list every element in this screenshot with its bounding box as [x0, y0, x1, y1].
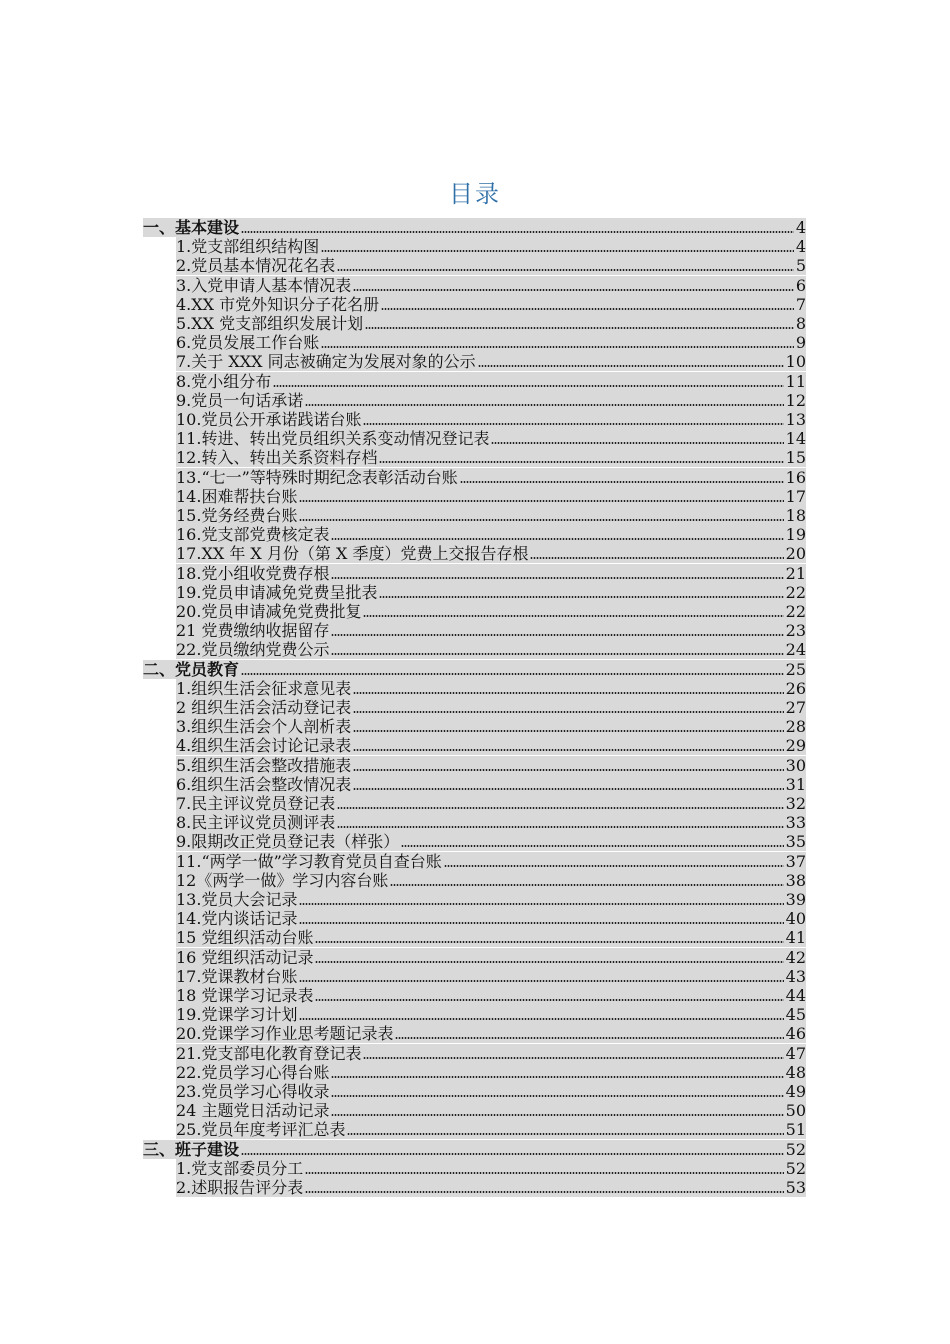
toc-dot-leader: [299, 903, 783, 905]
toc-entry-label: 11.“两学一做”学习教育党员自查台账: [176, 851, 442, 871]
toc-page-number: 51: [785, 1120, 806, 1140]
toc-entry-label: 21.党支部电化教育登记表: [176, 1043, 362, 1063]
toc-entry-label: 14.党内谈话记录: [176, 909, 298, 929]
toc-entry-label: 15.党务经费台账: [176, 506, 298, 525]
toc-entry[interactable]: [176, 948, 806, 967]
toc-section-entry[interactable]: [143, 660, 806, 679]
toc-entry-label: 4.XX 市党外知识分子花名册: [176, 294, 380, 314]
toc-page-number: 14: [785, 429, 806, 449]
toc-entry-label: 14.困难帮扶台账: [176, 486, 298, 506]
toc-entry-label: 2.党员基本情况花名表: [176, 256, 336, 276]
toc-page-number: 5: [795, 256, 806, 276]
toc-entry-label: 8.党小组分布: [176, 371, 272, 391]
toc-page-number: 7: [795, 294, 806, 314]
toc-page-number: 41: [785, 928, 806, 948]
toc-entry-label: 二、党员教育: [143, 659, 240, 679]
toc-dot-leader: [395, 1037, 783, 1039]
toc-page-number: 8: [795, 314, 806, 333]
toc-dot-leader: [299, 519, 783, 521]
toc-entry[interactable]: [176, 602, 806, 621]
toc-section-entry[interactable]: [143, 1140, 806, 1159]
toc-page-number: 53: [785, 1178, 806, 1197]
toc-entry[interactable]: [176, 1159, 806, 1178]
toc-entry[interactable]: [176, 564, 806, 583]
toc-dot-leader: [530, 557, 783, 559]
toc-entry-label: 12.转入、转出关系资料存档: [176, 448, 378, 468]
toc-page-number: 28: [785, 717, 806, 737]
toc-dot-leader: [363, 423, 783, 425]
toc-dot-leader: [331, 1095, 783, 1097]
toc-entry[interactable]: [176, 967, 806, 986]
toc-entry-label: 5.组织生活会整改措施表: [176, 755, 352, 775]
toc-page-number: 12: [785, 390, 806, 410]
toc-entry[interactable]: [176, 448, 806, 467]
toc-page-number: 19: [785, 525, 806, 545]
toc-section-entry[interactable]: [143, 218, 806, 237]
toc-dot-leader: [381, 308, 794, 310]
toc-dot-leader: [353, 692, 783, 694]
toc-page-number: 42: [785, 947, 806, 967]
toc-entry[interactable]: [176, 852, 806, 871]
toc-entry-label: 2.述职报告评分表: [176, 1178, 304, 1197]
toc-dot-leader: [299, 1018, 783, 1020]
toc-page-number: 46: [785, 1024, 806, 1044]
toc-page-number: 31: [785, 774, 806, 794]
toc-dot-leader: [363, 1057, 783, 1059]
toc-page-number: 13: [785, 410, 806, 429]
toc-entry-label: 21 党费缴纳收据留存: [176, 621, 330, 641]
toc-entry-label: 17.党课教材台账: [176, 966, 298, 986]
toc-entry[interactable]: [176, 372, 806, 391]
toc-entry[interactable]: [176, 333, 806, 352]
toc-entry-label: 13.党员大会记录: [176, 890, 298, 909]
toc-page-number: 4: [795, 218, 806, 237]
toc-dot-leader: [331, 1076, 783, 1078]
toc-entry-label: 3.入党申请人基本情况表: [176, 275, 352, 295]
toc-page-number: 21: [785, 563, 806, 583]
toc-entry-label: 19.党课学习计划: [176, 1005, 298, 1025]
toc-page-number: 35: [785, 832, 806, 852]
toc-dot-leader: [331, 653, 783, 655]
toc-entry[interactable]: [176, 1120, 806, 1139]
toc-page-number: 17: [785, 486, 806, 506]
toc-entry-label: 7.关于 XXX 同志被确定为发展对象的公示: [176, 352, 476, 372]
toc-dot-leader: [331, 1114, 783, 1116]
toc-entry[interactable]: [176, 295, 806, 314]
toc-dot-leader: [315, 999, 783, 1001]
toc-entry-label: 20.党课学习作业思考题记录表: [176, 1024, 394, 1044]
toc-dot-leader: [353, 730, 783, 732]
toc-dot-leader: [353, 749, 783, 751]
toc-page-number: 20: [785, 544, 806, 564]
toc-entry-label: 19.党员申请减免党费呈批表: [176, 582, 378, 602]
toc-dot-leader: [363, 615, 783, 617]
toc-dot-leader: [315, 941, 783, 943]
toc-entry[interactable]: [176, 1024, 806, 1043]
toc-entry[interactable]: [176, 506, 806, 525]
toc-entry[interactable]: [176, 909, 806, 928]
toc-dot-leader: [478, 365, 784, 367]
toc-dot-leader: [315, 961, 783, 963]
toc-dot-leader: [347, 1133, 783, 1135]
toc-dot-leader: [337, 826, 783, 828]
toc-dot-leader: [379, 461, 783, 463]
toc-entry[interactable]: [176, 525, 806, 544]
toc-entry[interactable]: [176, 794, 806, 813]
toc-entry[interactable]: [176, 679, 806, 698]
toc-page-number: 10: [785, 352, 806, 372]
toc-entry[interactable]: [176, 544, 806, 563]
toc-dot-leader: [491, 442, 783, 444]
toc-dot-leader: [241, 231, 794, 233]
toc-page-number: 50: [785, 1101, 806, 1121]
toc-entry-label: 12《两学一做》学习内容台账: [176, 870, 389, 890]
toc-page-number: 15: [785, 448, 806, 468]
toc-dot-leader: [321, 346, 794, 348]
toc-page-number: 30: [785, 755, 806, 775]
toc-dot-leader: [353, 289, 794, 291]
toc-dot-leader: [337, 807, 783, 809]
toc-dot-leader: [241, 1153, 784, 1155]
toc-entry-label: 9.党员一句话承诺: [176, 390, 304, 410]
toc-page-number: 22: [785, 582, 806, 602]
toc-entry[interactable]: [176, 756, 806, 775]
toc-entry-label: 22.党员缴纳党费公示: [176, 640, 330, 660]
toc-page-number: 33: [785, 813, 806, 833]
toc-page-number: 32: [785, 794, 806, 813]
toc-page-number: 37: [785, 851, 806, 871]
toc-entry-label: 20.党员申请减免党费批复: [176, 602, 362, 621]
toc-entry-label: 25.党员年度考评汇总表: [176, 1120, 346, 1140]
toc-dot-leader: [273, 385, 783, 387]
toc-entry-label: 18.党小组收党费存根: [176, 563, 330, 583]
toc-page-number: 52: [785, 1158, 806, 1178]
toc-entry[interactable]: [176, 986, 806, 1005]
toc-entry-label: 22.党员学习心得台账: [176, 1062, 330, 1082]
toc-dot-leader: [331, 577, 783, 579]
toc-entry-label: 1.组织生活会征求意见表: [176, 678, 352, 698]
toc-page-number: 24: [785, 640, 806, 660]
toc-entry[interactable]: [176, 429, 806, 448]
toc-entry[interactable]: [176, 1178, 806, 1197]
toc-entry-label: 13.“七一”等特殊时期纪念表彰活动台账: [176, 467, 458, 487]
toc-entry-label: 三、班子建设: [143, 1139, 240, 1159]
toc-page-number: 52: [785, 1139, 806, 1159]
toc-dot-leader: [305, 1191, 783, 1193]
toc-dot-leader: [331, 634, 783, 636]
toc-entry[interactable]: [176, 890, 806, 909]
toc-entry-label: 2 组织生活会活动登记表: [176, 698, 352, 717]
toc-entry[interactable]: [176, 832, 806, 851]
toc-entry[interactable]: [176, 621, 806, 640]
toc-dot-leader: [353, 769, 783, 771]
toc-entry-label: 1.党支部组织结构图: [176, 237, 320, 257]
toc-entry[interactable]: [176, 640, 806, 659]
toc-page-number: 18: [785, 506, 806, 525]
toc-entry[interactable]: [176, 237, 806, 256]
toc-dot-leader: [390, 884, 783, 886]
toc-entry-label: 16.党支部党费核定表: [176, 525, 330, 545]
toc-page-number: 49: [785, 1082, 806, 1101]
toc-page-number: 27: [785, 698, 806, 717]
toc-entry-label: 9.限期改正党员登记表（样张）: [176, 832, 400, 852]
toc-page-number: 39: [785, 890, 806, 909]
toc-dot-leader: [299, 922, 783, 924]
toc-entry-label: 一、基本建设: [143, 218, 240, 237]
toc-entry[interactable]: [176, 487, 806, 506]
toc-page-number: 6: [795, 275, 806, 295]
toc-entry-label: 8.民主评议党员测评表: [176, 813, 336, 833]
toc-page-number: 4: [795, 237, 806, 257]
toc-entry-label: 1.党支部委员分工: [176, 1158, 304, 1178]
toc-dot-leader: [305, 404, 783, 406]
toc-dot-leader: [331, 538, 783, 540]
toc-entry[interactable]: [176, 583, 806, 602]
toc-entry-label: 15 党组织活动台账: [176, 928, 314, 948]
toc-dot-leader: [337, 269, 794, 271]
toc-dot-leader: [353, 788, 783, 790]
toc-page-number: 48: [785, 1062, 806, 1082]
toc-entry[interactable]: [176, 1005, 806, 1024]
toc-dot-leader: [305, 1172, 783, 1174]
toc-dot-leader: [299, 500, 783, 502]
toc-entry-label: 10.党员公开承诺践诺台账: [176, 410, 362, 429]
toc-dot-leader: [321, 250, 794, 252]
toc-dot-leader: [401, 845, 783, 847]
toc-dot-leader: [299, 980, 783, 982]
toc-entry[interactable]: [176, 468, 806, 487]
toc-entry[interactable]: [176, 717, 806, 736]
toc-dot-leader: [379, 596, 783, 598]
toc-entry-label: 6.党员发展工作台账: [176, 333, 320, 353]
toc-entry[interactable]: [176, 1082, 806, 1101]
toc-entry[interactable]: [176, 410, 806, 429]
toc-entry[interactable]: [176, 1101, 806, 1120]
toc-page-number: 40: [785, 909, 806, 929]
toc-page-number: 26: [785, 678, 806, 698]
toc-entry-label: 11.转进、转出党员组织关系变动情况登记表: [176, 429, 490, 449]
toc-page-number: 47: [785, 1043, 806, 1063]
toc-entry-label: 24 主题党日活动记录: [176, 1101, 330, 1121]
toc-page-number: 16: [785, 467, 806, 487]
toc-entry-label: 6.组织生活会整改情况表: [176, 774, 352, 794]
toc-page-number: 43: [785, 966, 806, 986]
toc-page-number: 25: [785, 659, 806, 679]
toc-dot-leader: [460, 481, 784, 483]
toc-entry[interactable]: [176, 698, 806, 717]
toc-entry[interactable]: [176, 391, 806, 410]
toc-page-number: 22: [785, 602, 806, 621]
toc-entry-label: 23.党员学习心得收录: [176, 1082, 330, 1101]
toc-entry-label: 5.XX 党支部组织发展计划: [176, 314, 364, 333]
toc-dot-leader: [353, 711, 783, 713]
toc-entry[interactable]: [176, 813, 806, 832]
toc-entry-label: 7.民主评议党员登记表: [176, 794, 336, 813]
toc-entry-label: 16 党组织活动记录: [176, 947, 314, 967]
toc-page-number: 38: [785, 870, 806, 890]
toc-page-number: 45: [785, 1005, 806, 1025]
toc-entry-label: 18 党课学习记录表: [176, 986, 314, 1005]
toc-page-number: 29: [785, 736, 806, 756]
toc-entry[interactable]: [176, 256, 806, 275]
toc-entry[interactable]: [176, 1063, 806, 1082]
toc-dot-leader: [444, 865, 784, 867]
toc-entry-label: 4.组织生活会讨论记录表: [176, 736, 352, 756]
toc-entry-label: 17.XX 年 X 月份（第 X 季度）党费上交报告存根: [176, 544, 529, 564]
toc-entry[interactable]: [176, 775, 806, 794]
toc-title: 目录: [449, 180, 501, 208]
toc-entry[interactable]: [176, 276, 806, 295]
toc-entry[interactable]: [176, 871, 806, 890]
toc-page-number: 23: [785, 621, 806, 641]
toc-dot-leader: [365, 327, 794, 329]
toc-page-number: 9: [795, 333, 806, 353]
toc-entry-label: 3.组织生活会个人剖析表: [176, 717, 352, 737]
toc-page-number: 11: [785, 371, 806, 391]
toc-entry[interactable]: [176, 1044, 806, 1063]
toc-dot-leader: [241, 673, 784, 675]
toc-entry[interactable]: [176, 352, 806, 371]
toc-entry[interactable]: [176, 736, 806, 755]
toc-page-number: 44: [785, 986, 806, 1005]
toc-entry[interactable]: [176, 314, 806, 333]
toc-entry[interactable]: [176, 928, 806, 947]
